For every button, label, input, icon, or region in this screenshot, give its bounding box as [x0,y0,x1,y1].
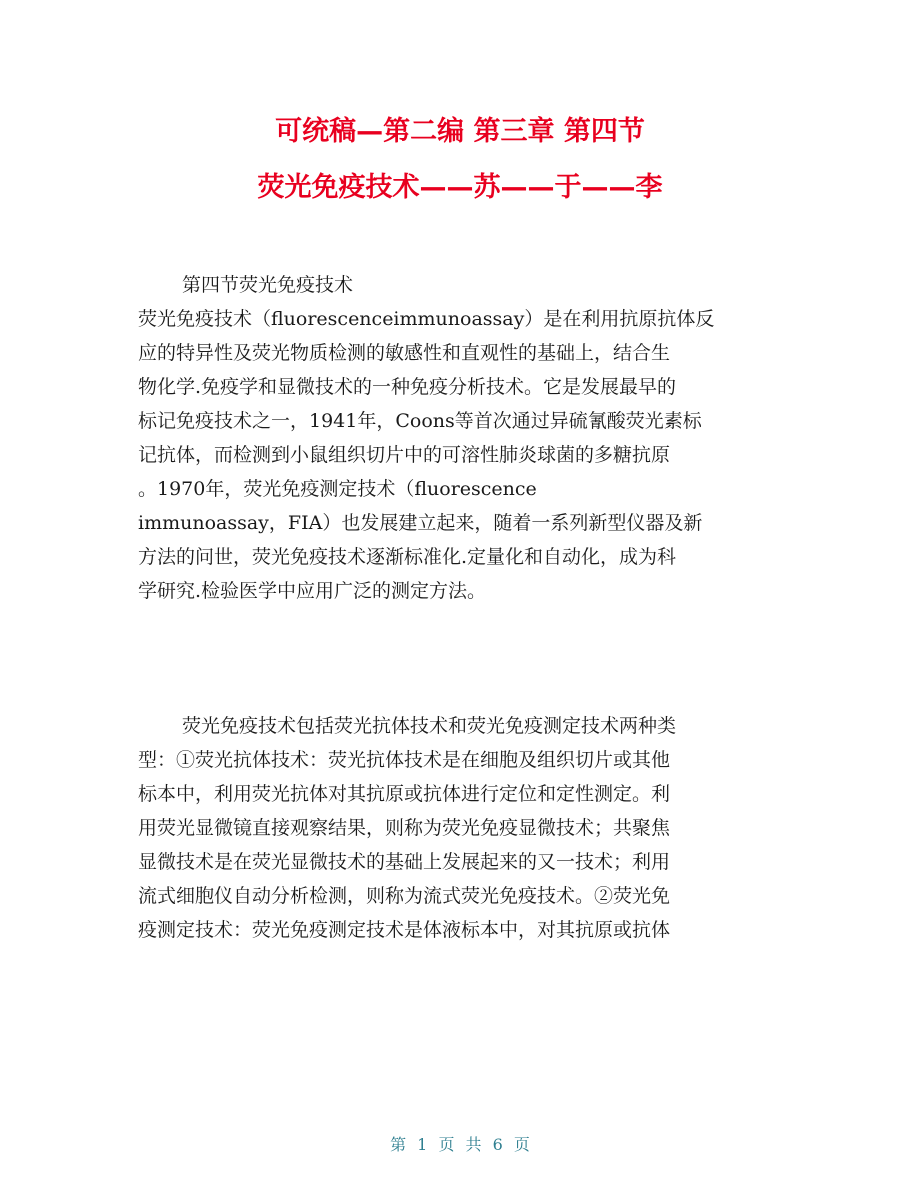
text-line: 应的特异性及荧光物质检测的敏感性和直观性的基础上，结合生 [138,342,671,364]
section-heading: 第四节荧光免疫技术 [182,274,354,296]
text-line: 物化学.免疫学和显微技术的一种免疫分析技术。它是发展最早的 [138,376,677,398]
text-line: 标本中，利用荧光抗体对其抗原或抗体进行定位和定性测定。利 [138,783,671,805]
text-line: immunoassay，FIA）也发展建立起来，随着一系列新型仪器及新 [138,512,703,534]
document-title-line-1: 可统稿—第二编 第三章 第四节 [275,116,645,147]
text-line: 荧光免疫技术（fluorescenceimmunoassay）是在利用抗原抗体反 [138,308,715,330]
text-line: 用荧光显微镜直接观察结果，则称为荧光免疫显微技术；共聚焦 [138,817,671,839]
page-number-footer: 第 1 页 共 6 页 [390,1135,530,1154]
text-line: 。1970年，荧光免疫测定技术（fluorescence [138,478,537,500]
text-line: 显微技术是在荧光显微技术的基础上发展起来的又一技术；利用 [138,851,671,873]
text-line: 学研究.检验医学中应用广泛的测定方法。 [138,580,487,602]
text-line: 型：①荧光抗体技术：荧光抗体技术是在细胞及组织切片或其他 [138,749,671,771]
text-line: 疫测定技术：荧光免疫测定技术是体液标本中，对其抗原或抗体 [138,919,671,941]
text-line: 流式细胞仪自动分析检测，则称为流式荧光免疫技术。②荧光免 [138,885,671,907]
text-line: 记抗体，而检测到小鼠组织切片中的可溶性肺炎球菌的多糖抗原 [138,444,671,466]
paragraph-2 [138,709,788,947]
text-line: 标记免疫技术之一，1941年，Coons等首次通过异硫氰酸荧光素标 [138,410,702,432]
document-title-line-2: 荧光免疫技术——苏——于——李 [257,172,663,203]
text-line: 方法的问世，荧光免疫技术逐渐标准化.定量化和自动化，成为科 [138,546,677,568]
paragraph-1 [138,268,788,608]
text-line: 荧光免疫技术包括荧光抗体技术和荧光免疫测定技术两种类 [182,715,677,737]
